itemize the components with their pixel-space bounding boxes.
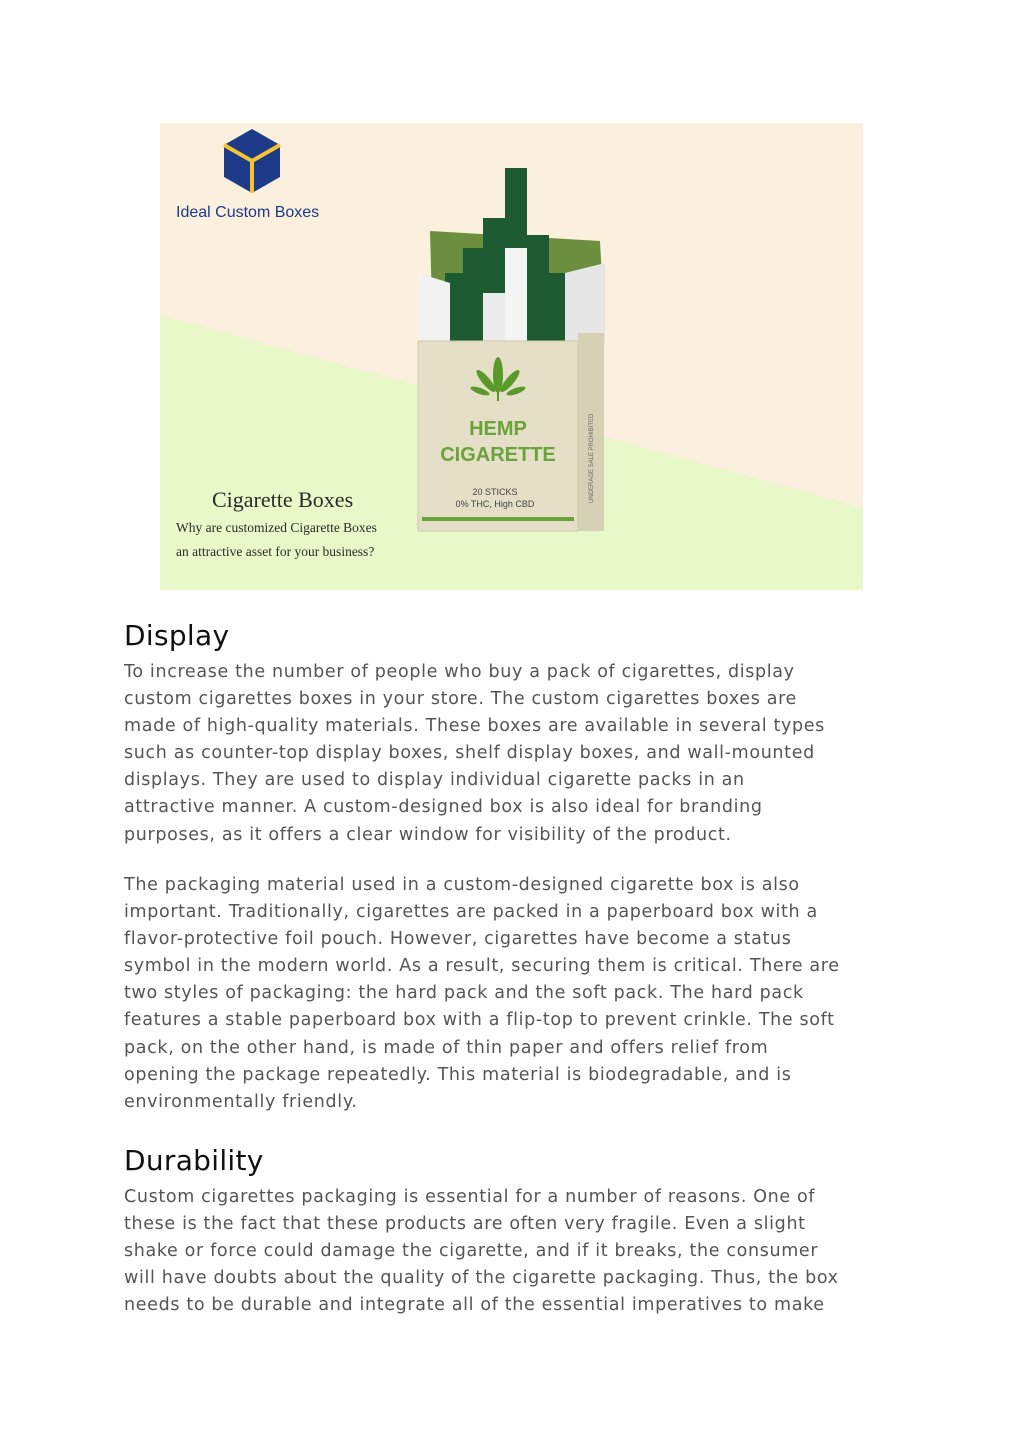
line: made of high-quality materials. These boxes are available in several types — [124, 716, 825, 737]
pack-text-cigarette: CIGARETTE — [440, 444, 556, 466]
line: custom cigarettes boxes in your store. The custom cigarettes boxes are — [124, 689, 797, 710]
heading-durability: Durability — [124, 1144, 264, 1177]
durability-paragraph-1 — [124, 1184, 914, 1319]
line: Custom cigarettes packaging is essential for a number of reasons. One of — [124, 1187, 816, 1207]
line: pack, on the other hand, is made of thin paper and offers relief from — [124, 1037, 769, 1058]
line: will have doubts about the quality of the cigarette packaging. Thus, the box — [124, 1268, 839, 1289]
line: displays. They are used to display individual cigarette packs in an — [124, 770, 745, 791]
heading-display: Display — [124, 619, 230, 652]
display-paragraph-2 — [124, 872, 914, 1116]
line: symbol in the modern world. As a result, securing them is critical. There are — [124, 956, 840, 977]
line: these is the fact that these products are often very fragile. Even a slight — [124, 1214, 806, 1235]
pack-detail-sticks: 20 STICKS — [472, 487, 518, 497]
display-paragraph-1 — [124, 659, 914, 849]
brand-name: Ideal Custom Boxes — [176, 204, 320, 221]
line: flavor-protective foil pouch. However, cigarettes have become a status — [124, 929, 792, 950]
banner-subtitle-2: an attractive asset for your business? — [176, 544, 375, 559]
line: To increase the number of people who buy a pack of cigarettes, display — [124, 662, 795, 682]
pack-stripe — [422, 517, 574, 521]
line: opening the package repeatedly. This material is biodegradable, and is — [124, 1064, 792, 1085]
line: needs to be durable and integrate all of the essential imperatives to make — [124, 1295, 825, 1316]
line: environmentally friendly. — [124, 1091, 358, 1112]
pack-text-hemp: HEMP — [469, 418, 527, 440]
line: important. Traditionally, cigarettes are packed in a paperboard box with a — [124, 902, 818, 923]
banner-subtitle-1: Why are customized Cigarette Boxes — [176, 520, 377, 535]
line: such as counter-top display boxes, shelf display boxes, and wall-mounted — [124, 743, 815, 764]
line: features a stable paperboard box with a flip-top to prevent crinkle. The soft — [124, 1010, 835, 1031]
banner-title: Cigarette Boxes — [212, 487, 354, 512]
line: two styles of packaging: the hard pack and the soft pack. The hard pack — [124, 983, 804, 1004]
line: attractive manner. A custom-designed box is also ideal for branding — [124, 797, 763, 818]
line: shake or force could damage the cigarette, and if it breaks, the consumer — [124, 1241, 819, 1262]
pack-side-text: UNDERAGE SALE PROHIBITED — [589, 413, 595, 503]
line: purposes, as it offers a clear window for visibility of the product. — [124, 824, 732, 845]
line: The packaging material used in a custom-designed cigarette box is also — [124, 875, 800, 895]
pack-detail-thc: 0% THC, High CBD — [455, 499, 535, 509]
banner-image — [160, 123, 863, 590]
